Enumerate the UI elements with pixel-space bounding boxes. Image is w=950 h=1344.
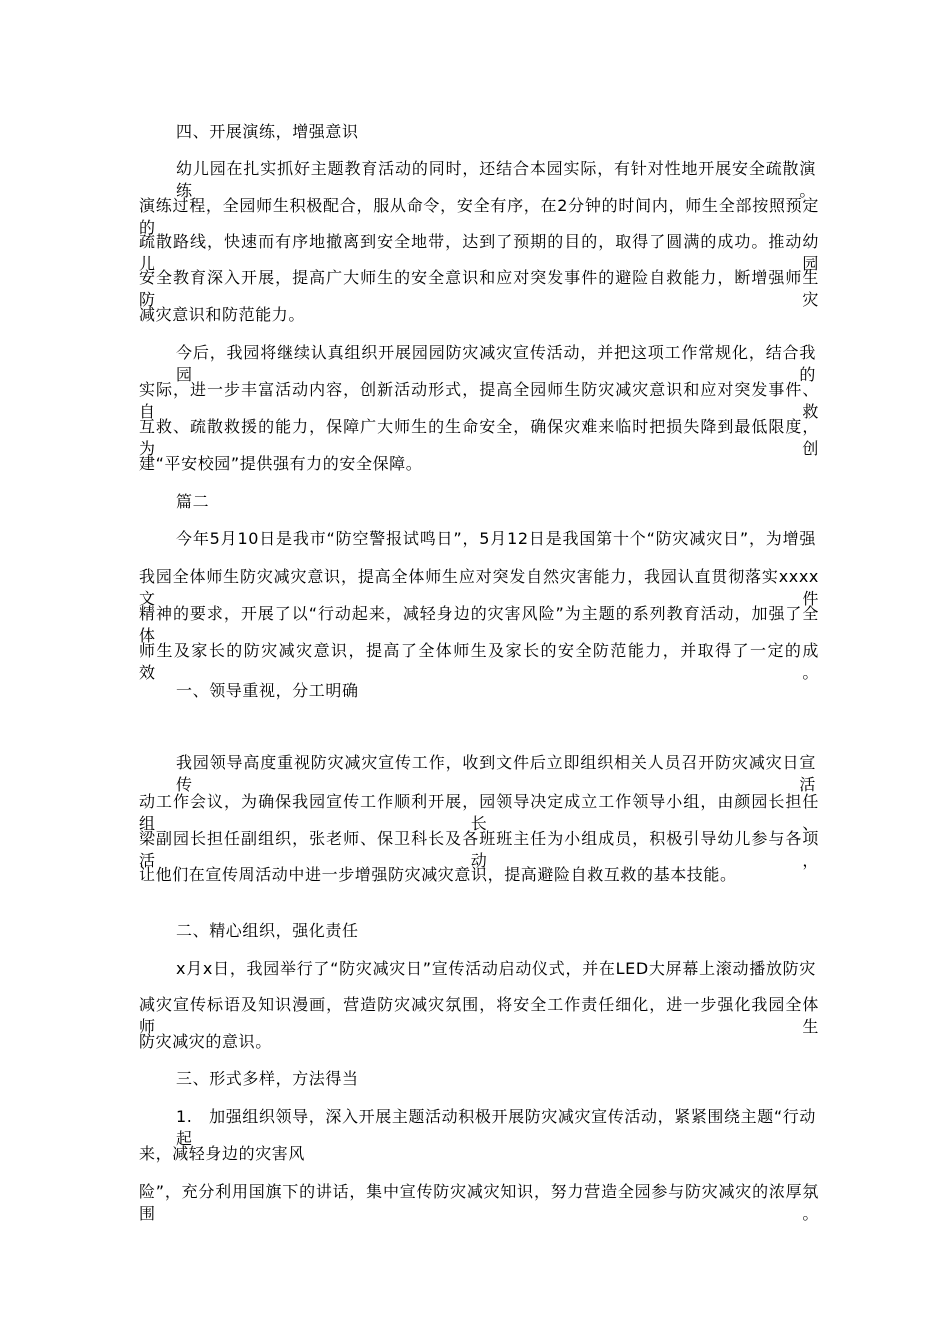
paragraph-line: 今后，我园将继续认真组织开展园园防灾减灾宣传活动，并把这项工作常规化，结合我园的 xyxy=(176,343,816,384)
paragraph-line: 我园领导高度重视防灾减灾宣传工作，收到文件后立即组织相关人员召开防灾减灾日宣传活 xyxy=(176,753,816,794)
paragraph-line: 安全教育深入开展，提高广大师生的安全意识和应对突发事件的避险自救能力，断增强师生防灾 xyxy=(139,268,819,309)
section-heading-3: 三、形式多样，方法得当 xyxy=(176,1069,359,1088)
section-heading-1: 一、领导重视，分工明确 xyxy=(176,681,359,700)
part-heading: 篇二 xyxy=(176,492,210,511)
paragraph-line: 来，减轻身边的灾害风 xyxy=(139,1144,306,1163)
paragraph-line: 让他们在宣传周活动中进一步增强防灾减灾意识，提高避险自救互救的基本技能。 xyxy=(139,865,737,884)
section-heading-4: 四、开展演练，增强意识 xyxy=(176,122,359,141)
paragraph-line: 减灾宣传标语及知识漫画，营造防灾减灾氛围，将安全工作责任细化，进一步强化我园全体师生 xyxy=(139,995,819,1036)
paragraph-line: 建“平安校园”提供强有力的安全保障。 xyxy=(139,454,423,473)
paragraph-line: 动工作会议，为确保我园宣传工作顺利开展，园领导决定成立工作领导小组，由颜园长担任组长、 xyxy=(139,792,819,833)
paragraph-line: 幼儿园在扎实抓好主题教育活动的同时，还结合本园实际，有针对性地开展安全疏散演练。 xyxy=(176,159,816,200)
paragraph-line: 互救、疏散救援的能力，保障广大师生的生命安全，确保灾难来临时把损失降到最低限度，为创 xyxy=(139,417,819,458)
paragraph-line: 防灾减灾的意识。 xyxy=(139,1032,272,1051)
paragraph-line: x月x日，我园举行了“防灾减灾日”宣传活动启动仪式，并在LED大屏幕上滚动播放防灾 xyxy=(176,959,816,978)
paragraph-line: 精神的要求，开展了以“行动起来，减轻身边的灾害风险”为主题的系列教育活动，加强了全体 xyxy=(139,604,819,645)
paragraph-line: 险”，充分利用国旗下的讲话，集中宣传防灾减灾知识，努力营造全园参与防灾减灾的浓厚氛围。 xyxy=(139,1182,819,1223)
section-heading-2: 二、精心组织，强化责任 xyxy=(176,921,359,940)
paragraph-line: 减灾意识和防范能力。 xyxy=(139,305,306,324)
paragraph-line: 今年5月10日是我市“防空警报试鸣日”，5月12日是我国第十个“防灾减灾日”，为增强 xyxy=(176,529,816,548)
paragraph-line: 梁副园长担任副组织，张老师、保卫科长及各班班主任为小组成员，积极引导幼儿参与各项活动， xyxy=(139,829,819,870)
list-item-1: 1. 加强组织领导，深入开展主题活动积极开展防灾减灾宣传活动，紧紧围绕主题“行动起 xyxy=(176,1107,816,1148)
paragraph-line: 疏散路线，快速而有序地撤离到安全地带，达到了预期的目的，取得了圆满的成功。推动幼儿园 xyxy=(139,232,819,273)
paragraph-line: 演练过程，全园师生积极配合，服从命令，安全有序，在2分钟的时间内，师生全部按照预定的 xyxy=(139,196,819,237)
paragraph-line: 师生及家长的防灾减灾意识，提高了全体师生及家长的安全防范能力，并取得了一定的成效。 xyxy=(139,641,819,682)
paragraph-line: 实际，进一步丰富活动内容，创新活动形式，提高全园师生防灾减灾意识和应对突发事件、自救 xyxy=(139,380,819,421)
paragraph-line: 我园全体师生防灾减灾意识，提高全体师生应对突发自然灾害能力，我园认直贯彻落实xxxx文件 xyxy=(139,567,819,608)
